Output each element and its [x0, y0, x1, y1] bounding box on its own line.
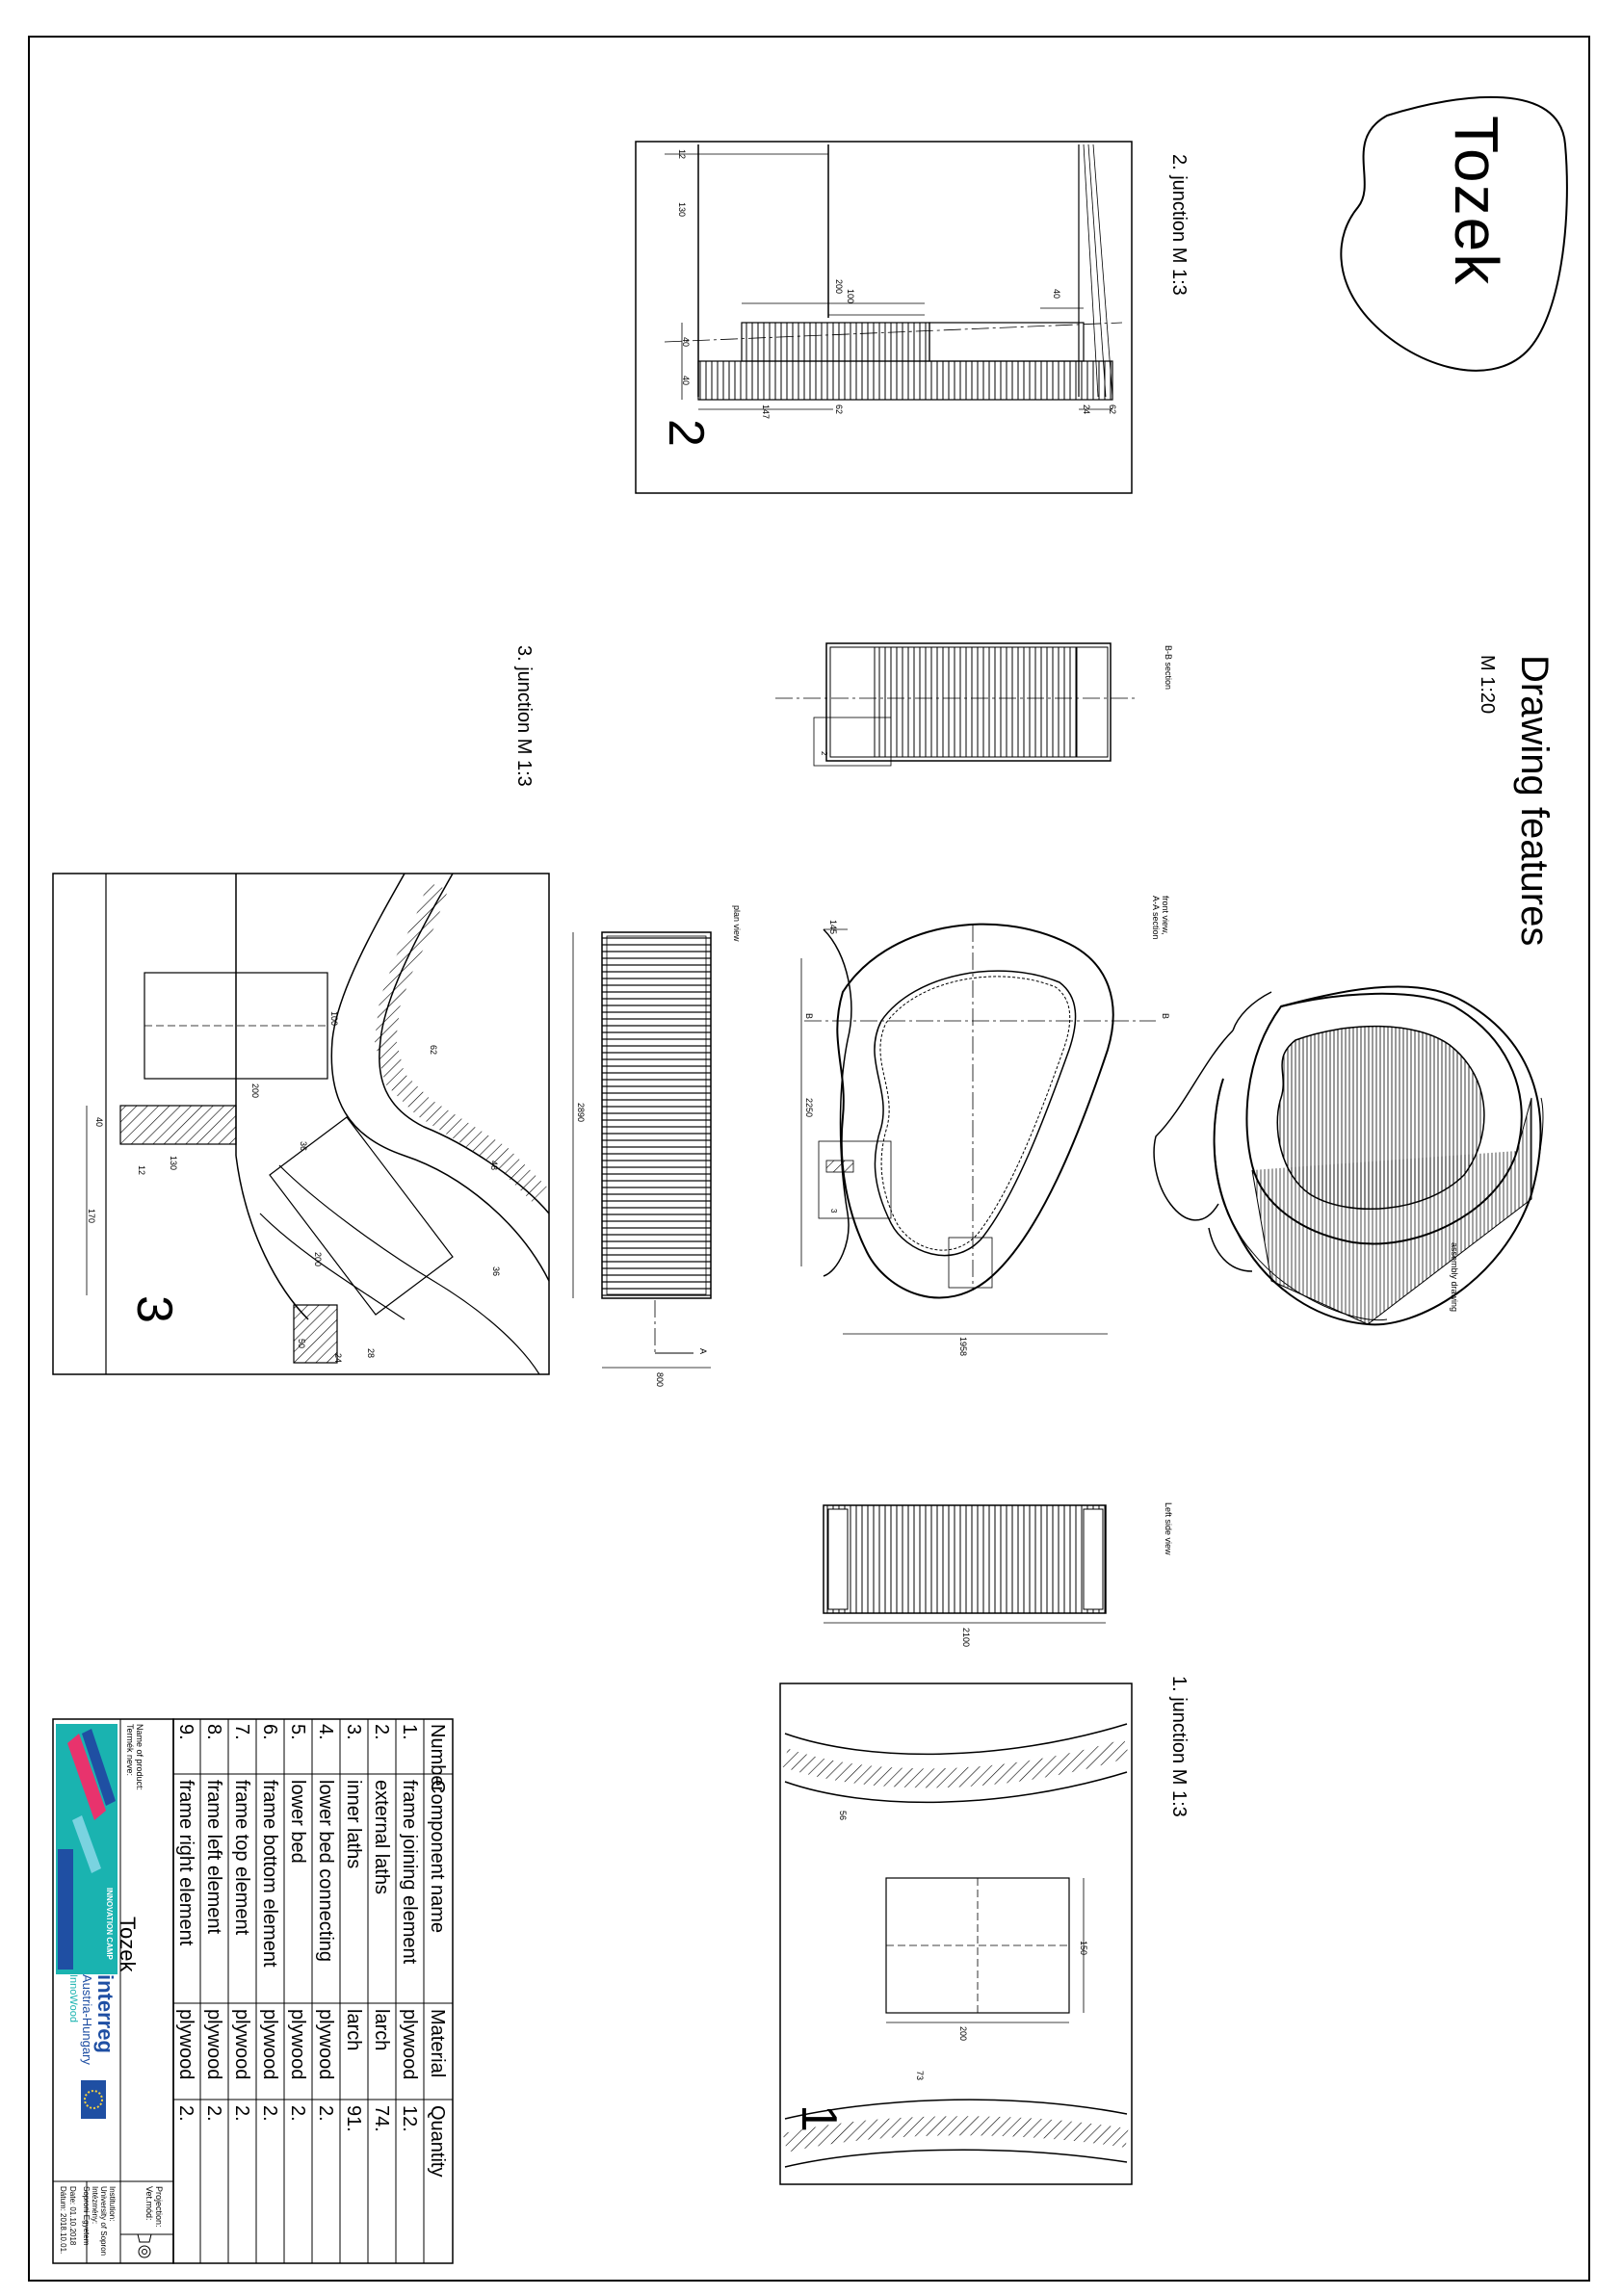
bom-row-4-name: lower bed connecting [315, 1780, 336, 1963]
j2-dim-40a: 40 [1052, 289, 1061, 300]
bom-header-number: Number [427, 1724, 448, 1793]
sheet-scale: M 1:20 [1477, 655, 1498, 715]
left-side-label: Left side view [1164, 1502, 1173, 1555]
bom-row-7-qty: 2. [231, 2105, 252, 2122]
projection-label-hu: Vet.mód: [144, 2186, 154, 2221]
j3-dim-40: 40 [94, 1117, 104, 1128]
bb-section-view [775, 643, 1137, 766]
innowood-text: InnoWood [67, 1974, 79, 2022]
projection-symbol-icon [138, 2234, 151, 2257]
plan-view [573, 932, 711, 1368]
bom-header-quantity: Quantity [427, 2105, 448, 2178]
bom-row-4-qty: 2. [315, 2105, 336, 2122]
bom-row-9-name: frame right element [175, 1780, 196, 1946]
austria-hungary-text: Austria-Hungary [80, 1974, 94, 2065]
junction-1-title: 1. junction M 1:3 [1168, 1676, 1190, 1817]
product-name: Tozek [116, 1917, 140, 1972]
section-b-left: B [804, 1013, 814, 1020]
name-of-product-label-hu: Termék neve: [125, 1724, 135, 1777]
bom-row-3-qty: 91. [343, 2105, 364, 2132]
j3-dim-170: 170 [87, 1209, 96, 1224]
name-of-product-label: Name of product: [135, 1724, 144, 1791]
dim-145: 145 [828, 920, 838, 935]
institution-label-hu: Intézmény: [91, 2186, 99, 2225]
bom-row-2-qty: 74. [371, 2105, 392, 2132]
bom-row-9-material: plywood [175, 2009, 196, 2080]
j3-dim-36b: 36 [491, 1266, 501, 1277]
bom-row-3-name: inner laths [343, 1780, 364, 1869]
front-view-label: front view, [1161, 896, 1170, 935]
junction-2-title: 2. junction M 1:3 [1168, 154, 1190, 296]
bom-row-6-qty: 2. [259, 2105, 280, 2122]
front-view [801, 925, 1156, 1334]
sheet-title: Drawing features [1513, 655, 1556, 947]
j2-dim-100: 100 [846, 289, 855, 304]
bom-row-4-material: plywood [315, 2009, 336, 2080]
section-a-label: A [698, 1348, 708, 1355]
bom-row-3-num: 3. [343, 1724, 364, 1740]
j2-dim-130: 130 [677, 202, 687, 218]
bom-row-8-num: 8. [203, 1724, 224, 1740]
bom-row-1-name: frame joining element [399, 1780, 420, 1965]
bom-row-1-material: plywood [399, 2009, 420, 2080]
bom-row-5-qty: 2. [287, 2105, 308, 2122]
projection-label: Projection: [154, 2186, 164, 2228]
bom-row-4-num: 4. [315, 1724, 336, 1740]
bom-row-8-name: frame left element [203, 1780, 224, 1935]
innovation-camp-text: INNOVATION CAMP [105, 1888, 114, 1960]
j1-dim-150: 150 [1079, 1941, 1088, 1956]
j3-dim-48: 48 [489, 1161, 499, 1171]
dim-2890: 2890 [576, 1103, 586, 1123]
j2-dim-40c: 40 [681, 376, 691, 386]
bom-row-1-num: 1. [399, 1724, 420, 1740]
bom-header-component: Component name [427, 1780, 448, 1933]
j1-dim-56: 56 [838, 1811, 848, 1821]
junction-2-number: 2 [658, 419, 714, 447]
bom-row-6-name: frame bottom element [259, 1780, 280, 1968]
dim-800: 800 [655, 1372, 665, 1388]
bb-section-label: B-B section [1164, 645, 1173, 691]
j2-dim-62b: 62 [1108, 404, 1117, 415]
j3-dim-12: 12 [137, 1165, 146, 1176]
institution-value-hu: Soproni Egyetem [82, 2186, 91, 2246]
j3-dim-130: 130 [169, 1156, 178, 1171]
bom-row-5-material: plywood [287, 2009, 308, 2080]
bom-row-2-num: 2. [371, 1724, 392, 1740]
j2-dim-24: 24 [1082, 404, 1091, 415]
junction-3-title: 3. junction M 1:3 [513, 645, 535, 787]
dim-2250: 2250 [804, 1098, 814, 1118]
bom-row-7-num: 7. [231, 1724, 252, 1740]
institution-value: University of Sopron [99, 2186, 108, 2257]
left-side-view [824, 1505, 1106, 1623]
interreg-logo-text: interreg [93, 1974, 118, 2053]
j3-dim-200b: 200 [313, 1252, 323, 1267]
bom-row-2-name: external laths [371, 1780, 392, 1894]
bom-row-2-material: larch [371, 2009, 392, 2051]
j2-dim-147: 147 [761, 404, 771, 420]
date-label-hu: Dátum: 2018.10.01. [59, 2186, 67, 2255]
assembly-label: assembly drawing [1450, 1242, 1459, 1313]
tozek-logo-text: Tozek [1442, 116, 1511, 287]
j2-dim-12: 12 [677, 149, 687, 160]
institution-label: Institution: [108, 2186, 117, 2222]
bom-row-9-num: 9. [175, 1724, 196, 1740]
aa-section-label: A-A section [1151, 896, 1161, 940]
dim-1958: 1958 [958, 1337, 968, 1357]
bom-row-6-material: plywood [259, 2009, 280, 2080]
junction-1-number: 1 [791, 2104, 847, 2132]
bom-header-material: Material [427, 2009, 448, 2078]
j3-dim-62: 62 [429, 1045, 438, 1056]
bom-row-5-num: 5. [287, 1724, 308, 1740]
j2-dim-40b: 40 [681, 337, 691, 348]
bom-row-8-material: plywood [203, 2009, 224, 2080]
j3-dim-200: 200 [250, 1083, 260, 1099]
j3-dim-28: 28 [366, 1348, 376, 1359]
j3-dim-36a: 36 [299, 1141, 308, 1152]
dim-2100: 2100 [961, 1628, 971, 1648]
j3-dim-50: 50 [297, 1339, 306, 1349]
j2-dim-62a: 62 [834, 404, 844, 415]
j1-dim-73: 73 [915, 2071, 925, 2081]
assembly-3d-view [1154, 986, 1543, 1324]
j3-dim-24: 24 [333, 1353, 343, 1364]
bb-callout-2: 2 [820, 751, 828, 756]
bom-row-8-qty: 2. [203, 2105, 224, 2122]
bom-row-6-num: 6. [259, 1724, 280, 1740]
bom-row-7-material: plywood [231, 2009, 252, 2080]
bom-row-3-material: larch [343, 2009, 364, 2051]
j3-dim-100: 100 [329, 1011, 339, 1027]
plan-view-label: plan view [732, 905, 742, 942]
section-b-right: B [1161, 1013, 1170, 1020]
bom-row-5-name: lower bed [287, 1780, 308, 1864]
date-label: Date: 01.10.2018 [68, 2186, 77, 2246]
front-callout-3: 3 [829, 1209, 838, 1213]
junction-3-number: 3 [126, 1295, 182, 1323]
bom-row-7-name: frame top element [231, 1780, 252, 1936]
bom-row-1-qty: 12. [399, 2105, 420, 2132]
j1-dim-200: 200 [958, 2026, 968, 2042]
bom-row-9-qty: 2. [175, 2105, 196, 2122]
j2-dim-200: 200 [834, 279, 844, 295]
